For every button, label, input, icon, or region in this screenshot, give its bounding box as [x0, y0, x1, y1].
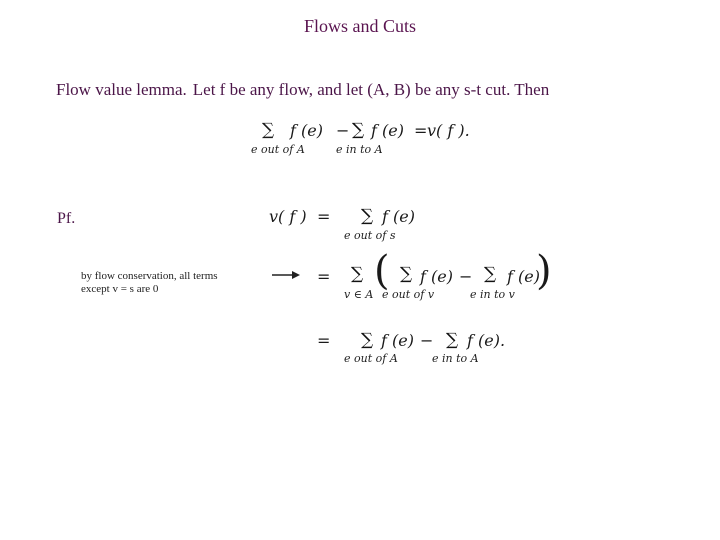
- formula-sub-1: e out of A: [251, 143, 305, 156]
- proof1-equals: =: [317, 207, 331, 226]
- slide-title: Flows and Cuts: [303, 16, 417, 36]
- proof3-sum-2: ∑: [446, 330, 459, 350]
- formula-term-2: f (e): [371, 121, 404, 140]
- proof2-rparen: ): [536, 248, 552, 294]
- proof2-sum-1: ∑: [400, 264, 413, 284]
- lemma-statement: [56, 80, 549, 100]
- proof3-sub-2: e in to A: [432, 352, 479, 365]
- annotation-line-1: by flow conservation, all terms: [81, 270, 218, 282]
- formula-sum-1: ∑: [262, 120, 275, 140]
- proof3-minus: −: [420, 331, 434, 350]
- proof-label: Pf.: [57, 210, 76, 227]
- formula-term-1: f (e): [290, 121, 323, 140]
- proof2-sum-2: ∑: [484, 264, 497, 284]
- arrow-right-icon: [272, 270, 300, 280]
- proof3-sub-1: e out of A: [344, 352, 398, 365]
- proof2-minus: −: [459, 267, 473, 286]
- proof1-term: f (e): [382, 207, 415, 226]
- formula-rhs: v( f ).: [427, 121, 470, 140]
- proof3-equals: =: [317, 331, 331, 350]
- formula-sum-2: ∑: [352, 120, 365, 140]
- proof2-equals: =: [317, 267, 331, 286]
- proof2-outer-sum: ∑: [351, 264, 364, 284]
- formula-main: [262, 120, 274, 140]
- annotation: [81, 270, 218, 296]
- proof1-lhs: v( f ): [269, 207, 307, 226]
- proof2-sub-2: e in to v: [470, 288, 515, 301]
- proof3-sum-1: ∑: [361, 330, 374, 350]
- lemma-label: Flow value lemma.: [56, 80, 187, 99]
- formula-sub-2: e in to A: [336, 143, 383, 156]
- proof2-term-2: f (e): [507, 267, 540, 286]
- annotation-line-2: except v = s are 0: [81, 283, 159, 295]
- proof1-sum: ∑: [361, 206, 374, 226]
- proof3-term-2: f (e).: [467, 331, 506, 350]
- formula-minus: −: [336, 121, 350, 140]
- proof2-sub-1: e out of v: [382, 288, 435, 301]
- proof2-outer-sub: v ∈ A: [344, 288, 374, 301]
- proof2-term-1: f (e): [420, 267, 453, 286]
- proof3-term-1: f (e): [381, 331, 414, 350]
- proof1-sub: e out of s: [344, 229, 396, 242]
- lemma-text: Let f be any flow, and let (A, B) be any s-t cut. Then: [192, 80, 550, 99]
- formula-equals: =: [414, 121, 428, 140]
- proof2-lparen: (: [374, 248, 390, 294]
